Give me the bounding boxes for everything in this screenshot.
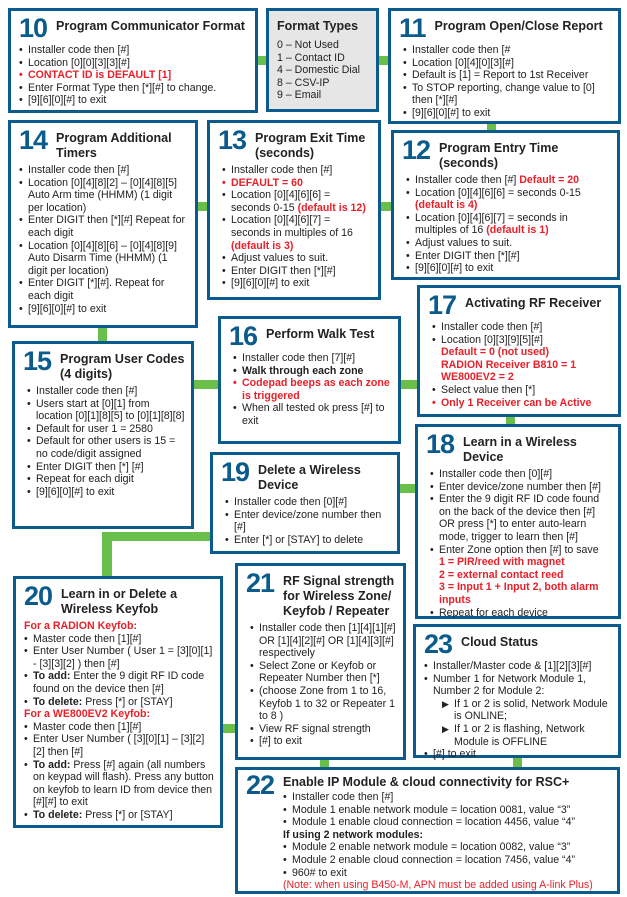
instruction-item [27,398,185,423]
instruction-item [222,214,372,252]
instruction-list [27,385,185,498]
instruction-item [406,174,611,187]
item-text: Location [0][4][0][3][#] [412,56,514,69]
item-text: RADION Receiver B810 = 1 [441,358,577,371]
instruction-item [225,534,391,547]
instruction-item [430,607,612,620]
item-text: [9][6][0][#] to exit [28,302,107,315]
instruction-item [432,321,612,334]
instruction-item [424,723,612,748]
item-text: For a RADION Keyfob: [24,620,138,632]
item-text: Walk through each zone [242,364,364,377]
default-value: (default is 4) [415,199,478,212]
item-text: Master code then [1][#] [33,632,142,645]
instruction-item [432,397,612,410]
default-value: Default = 20 [519,174,580,186]
instruction-item [233,352,392,365]
instruction-item [27,486,185,499]
item-label: To delete: [33,695,83,708]
format-type-item: 9 – Email [277,89,322,102]
section-title: Learn in a Wireless Device [463,435,577,464]
section-header [23,348,185,382]
instruction-list [432,321,612,409]
item-text: Installer code then [1][4][1][#] OR [1][4][2][#] OR [1][4][3][#] respectively [259,622,396,660]
section-23 [413,624,621,761]
item-text: Module 2 enable cloud connection = location 7456, value “4” [292,853,575,866]
section-title: Program Entry Time (seconds) [439,141,559,170]
item-text: Only 1 Receiver can be Active [441,396,592,409]
subheading [24,708,214,721]
item-text: (choose Zone from 1 to 16, Keyfob 1 to 32 or Repeater 1 to 8 ) [259,684,396,723]
item-text: Installer code then [#] [231,164,333,176]
instruction-item [403,107,612,120]
instruction-list [430,468,612,619]
item-text: Installer/Master code & [1][2][3][#] [433,660,592,672]
item-text: Default for other users is 15 = no code/digit assigned [36,435,176,460]
instruction-item [432,334,612,347]
instruction-item [19,69,249,82]
section-header [221,459,391,493]
item-text: Enter device/zone number then [#] [234,508,382,534]
section-15 [12,341,194,529]
instruction-item [19,277,189,302]
instruction-list [24,620,214,822]
item-text: Select value then [*] [441,383,536,396]
item-text: Module 1 enable network module = location 0081, value “3” [292,803,571,816]
item-text: Enter [*] or [STAY] to delete [234,533,364,546]
section-title: Program User Codes (4 digits) [60,352,185,381]
item-text: Default = 0 (not used) [441,346,550,359]
section-title: Program Exit Time (seconds) [255,131,366,160]
format-types-panel [266,8,379,112]
instruction-list [250,622,397,748]
instruction-item [27,461,185,474]
item-text: Installer code then [0][#] [439,468,553,480]
section-title: Activating RF Receiver [465,296,602,310]
item-text: [9][6][0][#] to exit [36,485,115,498]
instruction-item [19,94,249,107]
item-label: To add: [33,670,71,683]
item-text: Installer code then [#] [441,321,543,333]
item-text: [#] to exit [433,748,476,761]
section-number: 10 [19,13,48,43]
instruction-item [250,723,397,736]
item-text: Enter User Number ( User 1 = [3][0][1] - [3][3][2] ) then [#] [33,645,213,670]
item-text: Location [0][4][6][7] = seconds in multiples of 16 [231,214,353,239]
instruction-item [222,164,372,177]
section-number: 17 [428,290,457,320]
section-13 [207,120,381,300]
default-value: (default is 3) [231,239,294,252]
instruction-list [403,44,612,120]
instruction-item [222,265,372,278]
section-header [246,570,397,619]
item-text: Module 1 enable cloud connection = location 4456, value “4” [292,816,575,829]
instruction-item [19,240,189,278]
instruction-item [27,473,185,486]
instruction-item [250,660,397,685]
item-text: Codepad beeps as each zone is triggered [242,377,390,402]
section-title: Program Open/Close Report [434,19,603,33]
item-text: Press [#] again (all numbers on keypad will flash). Press any button on keyfob to learn ID from device then [#][#] to exit [33,758,214,809]
instruction-item [424,660,612,673]
section-title: Perform Walk Test [266,327,375,341]
instruction-item [406,262,611,275]
instruction-item [430,481,612,494]
item-text: Enter User Number ( [3][0][1] – [3][2][2] then [#] [33,733,205,758]
instruction-item [233,402,392,427]
instruction-item [24,721,214,734]
instruction-item [283,816,611,829]
section-number: 11 [399,13,426,43]
instruction-item [283,841,611,854]
instruction-list [19,44,249,107]
section-number: 15 [23,346,52,376]
instruction-item [24,645,214,670]
item-text: CONTACT ID is DEFAULT [1] [28,69,172,82]
item-text: If 1 or 2 is flashing, Network Module is OFFLINE [454,722,585,748]
section-number: 21 [246,568,275,598]
instruction-item [406,250,611,263]
instruction-item [432,346,612,359]
item-text: 960# to exit [292,866,347,879]
section-number: 14 [19,125,48,155]
instruction-item [27,423,185,436]
section-title: Learn in or Delete a Wireless Keyfob [61,587,178,616]
item-text: View RF signal strength [259,722,371,735]
instruction-item [19,177,189,215]
instruction-item [406,237,611,250]
instruction-list [424,660,612,761]
item-text: Default for user 1 = 2580 [36,422,153,435]
item-text: Location [0][4][6][6] = seconds 0-15 [231,189,331,214]
item-text: Installer code then [#] [36,385,138,397]
default-value: (default is 1) [486,224,549,237]
instruction-item [430,544,612,557]
instruction-item [19,57,249,70]
item-text: Installer code then [#] [28,44,130,56]
instruction-item [24,759,214,809]
instruction-item [233,365,392,378]
instruction-item [24,733,214,758]
item-text: Location [0][4][8][2] – [0][4][8][5] Auto Arm time (HHMM) (1 digit per location) [28,176,178,214]
instruction-list [222,164,372,290]
instruction-item [424,698,612,723]
section-header [399,15,612,41]
connector-15-16 [192,380,220,389]
instruction-item [24,670,214,695]
item-text: Repeat for each device [439,606,548,619]
format-type-item: 8 – CSV-IP [277,76,330,89]
instruction-list [19,164,189,315]
instruction-item [19,44,249,57]
item-text: Repeat for each digit [36,473,134,486]
section-header [426,431,612,465]
item-text: Installer code then [#] [292,791,394,803]
item-text: Enter the 9 digit RF ID code found on the back of the device then [#] OR press [*] to enter auto-learn mode, trigger to learn then [#] [439,493,600,543]
instruction-item [430,493,612,543]
instruction-item [403,44,612,57]
item-text: 1 = PIR/reed with magnet [439,556,565,569]
instruction-item [403,57,612,70]
instruction-item [27,385,185,398]
item-text: Adjust values to suit. [231,252,329,265]
format-type-item: 1 – Contact ID [277,51,345,64]
item-text: DEFAULT = 60 [231,176,303,189]
item-text: Enter DIGIT [*][#]. Repeat for each digit [28,277,165,302]
section-16 [218,316,401,444]
section-title: Program Communicator Format [56,19,245,33]
section-number: 16 [229,321,258,351]
instruction-item [430,569,612,582]
instruction-item [424,673,612,698]
instruction-item [250,735,397,748]
section-number: 13 [218,125,247,155]
item-text: Enter DIGIT then [*][#] [231,264,336,277]
item-text: Enter DIGIT then [*][#] Repeat for each digit [28,214,186,239]
item-text: Enter the 9 digit RF ID code found on the device then [#] [33,670,205,695]
section-number: 12 [402,135,431,165]
instruction-item [19,303,189,316]
instruction-list [283,791,611,892]
subheading [283,829,611,842]
item-text: [9][6][0][#] to exit [231,277,310,290]
format-types-title: Format Types [277,19,359,33]
instruction-item [250,685,397,723]
instruction-item [250,622,397,660]
instruction-list [406,174,611,275]
instruction-item [225,509,391,534]
item-text: To STOP reporting, change value to [0] then [*][#] [412,81,595,107]
item-text: Enter DIGIT then [*][#] [415,249,520,262]
item-text: Installer code then [#] [415,174,517,186]
item-text: Adjust values to suit. [415,236,513,249]
section-20 [13,576,223,828]
section-header [424,631,612,657]
instruction-item [19,164,189,177]
section-19 [210,452,400,554]
section-header [402,137,611,171]
section-title: Delete a Wireless Device [258,463,361,492]
section-header [19,15,249,41]
instruction-item [24,696,214,709]
item-text: Users start at [0][1] from location [0][1][8][5] to [0][1][8][8] [36,397,185,423]
item-label: To delete: [33,808,83,821]
section-number: 23 [424,629,453,659]
item-text: [#] to exit [259,735,302,748]
instruction-item [283,854,611,867]
format-type-item: 4 – Domestic Dial [277,64,361,77]
instruction-item [430,556,612,569]
section-header [229,323,392,349]
item-text: Default is [1] = Report to 1st Receiver [412,69,589,82]
item-text: Master code then [1][#] [33,720,142,733]
instruction-item [424,748,612,761]
item-text: Location [0][4][6][7] = seconds in multiples of 16 [415,211,568,237]
section-number: 20 [24,581,53,611]
format-type-item: 0 – Not Used [277,39,339,51]
instruction-item [403,82,612,107]
item-text: Location [0][4][6][6] = seconds 0-15 [415,186,581,199]
section-header [24,583,214,617]
instruction-list [233,352,392,428]
instruction-item [233,377,392,402]
instruction-item [19,214,189,239]
section-10 [8,8,258,113]
section-number: 19 [221,457,250,487]
instruction-item [430,581,612,606]
subheading [24,620,214,633]
section-title: Cloud Status [461,635,539,649]
instruction-item [432,384,612,397]
section-22 [235,767,620,894]
item-text: Press [*] or [STAY] [82,695,173,708]
item-text: [9][6][0][#] to exit [28,94,107,107]
instruction-item [432,359,612,372]
default-value: (default is 12) [297,201,366,214]
item-text: When all tested ok press [#] to exit [242,402,385,427]
item-text: Number 1 for Network Module 1, Number 2 for Module 2: [433,672,587,698]
item-text: Enter device/zone number then [#] [439,480,601,493]
section-header [19,127,189,161]
instruction-item [283,867,611,880]
item-text: Location [0][3][9][5][#] [441,333,543,346]
section-11 [388,8,621,124]
instruction-item [27,435,185,460]
item-text: Select Zone or Keyfob or Repeater Number then [*] [259,659,380,685]
item-text: Enter Zone option then [#] to save [439,543,599,556]
instruction-item [222,252,372,265]
instruction-item [24,633,214,646]
item-label: To add: [33,758,71,771]
section-title: Enable IP Module & cloud connectivity for RSC+ [283,775,570,789]
section-21 [235,563,406,760]
item-text: For a WE800EV2 Keyfob: [24,708,150,721]
connector-19-20 [102,532,212,541]
instruction-item [283,804,611,817]
item-text: Enter Format Type then [*][#] to change. [28,81,217,94]
item-text: Enter DIGIT then [*] [#] [36,460,144,473]
instruction-item [432,371,612,384]
section-12 [391,130,620,280]
item-text: Module 2 enable network module = location 0082, value “3” [292,841,571,854]
instruction-list [225,496,391,546]
section-header [218,127,372,161]
item-text: (Note: when using B450-M, APN must be added using A-link Plus) [283,879,593,892]
instruction-item [283,791,611,804]
item-text: 2 = external contact reed [439,568,564,581]
item-text: Location [0][4][8][6] – [0][4][8][9] Auto Disarm Time (HHMM) (1 digit per location) [28,239,178,277]
connector-19-20-down [102,532,112,578]
instruction-item [430,468,612,481]
item-text: Location [0][0][3][3][#] [28,56,130,69]
item-text: If 1 or 2 is solid, Network Module is ONLINE; [454,697,608,723]
item-text: Installer code then [7][#] [242,352,356,364]
item-text: Press [*] or [STAY] [82,808,173,821]
section-14 [8,120,198,328]
section-number: 18 [426,429,455,459]
instruction-item [406,212,611,237]
instruction-item [222,177,372,190]
instruction-item [24,809,214,822]
instruction-item [406,187,611,212]
item-text: [9][6][0][#] to exit [412,106,491,119]
item-text: Installer code then [0][#] [234,496,348,508]
item-text: Installer code then [# [412,44,511,56]
instruction-item [222,189,372,214]
item-text: If using 2 network modules: [283,828,424,841]
note-text [283,879,611,892]
section-title: RF Signal strength for Wireless Zone/ Keyfob / Repeater [283,574,395,618]
section-number: 22 [246,770,275,800]
item-text: [9][6][0][#] to exit [415,262,494,275]
section-title: Program Additional Timers [56,131,172,160]
section-18 [415,424,621,619]
connector-16-17 [399,380,419,389]
item-text: 3 = Input 1 + Input 2, both alarm inputs [439,581,599,606]
instruction-item [19,82,249,95]
item-text: Installer code then [#] [28,164,130,176]
instruction-item [222,277,372,290]
instruction-item [403,69,612,82]
item-text: WE800EV2 = 2 [441,371,514,384]
instruction-item [225,496,391,509]
section-header [428,292,612,318]
section-17 [417,285,621,417]
